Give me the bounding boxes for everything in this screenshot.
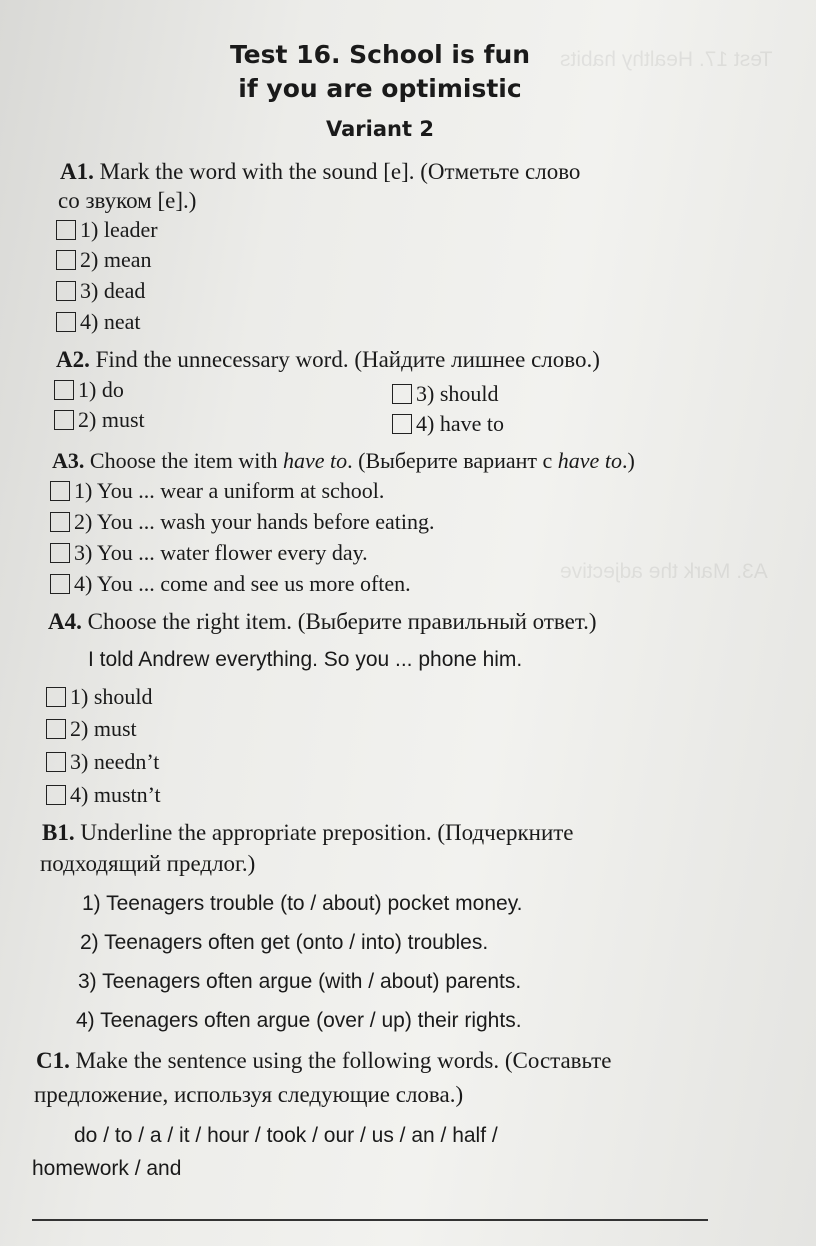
option-a2-3[interactable]: 3) should xyxy=(392,380,499,408)
checkbox[interactable] xyxy=(392,384,412,404)
option-a3-2[interactable]: 2) You ... wash your hands before eating. xyxy=(50,508,435,536)
option-a1-3[interactable]: 3) dead xyxy=(56,277,145,305)
question-number: A4. xyxy=(48,609,82,634)
test-title-line-1: Test 16. School is fun xyxy=(229,40,531,69)
question-b1-continued: подходящий предлог.) xyxy=(40,851,256,876)
option-a4-4[interactable]: 4) mustn’t xyxy=(46,781,161,809)
b1-item-3: 3) Teenagers often argue (with / about) parents. xyxy=(78,970,522,993)
a4-sentence: I told Andrew everything. So you ... phone him. xyxy=(88,648,523,671)
checkbox[interactable] xyxy=(50,543,70,563)
option-a2-1[interactable]: 1) do xyxy=(54,376,124,404)
question-a3: A3. Choose the item with have to. (Выберите вариант с have to.) xyxy=(52,448,635,473)
question-text: Underline the appropriate preposition. (Подчеркните xyxy=(80,820,574,845)
question-a1-continued: со звуком [e].) xyxy=(58,188,197,213)
option-a4-2[interactable]: 2) must xyxy=(46,715,137,743)
question-number: C1. xyxy=(36,1048,70,1073)
question-c1-continued: предложение, используя следующие слова.) xyxy=(34,1082,464,1107)
question-a1 xyxy=(60,157,580,187)
option-a2-4[interactable]: 4) have to xyxy=(392,410,504,438)
checkbox[interactable] xyxy=(392,414,412,434)
checkbox[interactable] xyxy=(46,752,66,772)
option-a3-3[interactable]: 3) You ... water flower every day. xyxy=(50,539,368,567)
checkbox[interactable] xyxy=(50,512,70,532)
checkbox[interactable] xyxy=(56,220,76,240)
option-a1-1[interactable]: 1) leader xyxy=(56,216,158,244)
checkbox[interactable] xyxy=(50,574,70,594)
checkbox[interactable] xyxy=(56,312,76,332)
option-a4-3[interactable]: 3) needn’t xyxy=(46,748,159,776)
c1-words-line-1: do / to / a / it / hour / took / our / us / an / half / xyxy=(74,1124,498,1147)
c1-words-line-2: homework / and xyxy=(32,1157,182,1180)
variant-label: Variant 2 xyxy=(326,117,434,141)
question-number: A3. xyxy=(52,448,85,473)
checkbox[interactable] xyxy=(46,785,66,805)
question-number: B1. xyxy=(42,820,75,845)
answer-line[interactable] xyxy=(32,1219,708,1221)
question-number: A2. xyxy=(56,347,90,372)
option-a3-4[interactable]: 4) You ... come and see us more often. xyxy=(50,570,411,598)
option-a2-2[interactable]: 2) must xyxy=(54,406,145,434)
b1-item-1: 1) Teenagers trouble (to / about) pocket money. xyxy=(82,892,523,915)
show-through-text: A3. Mark the adjective xyxy=(560,560,768,583)
test-title-line-2: if you are optimistic xyxy=(238,74,522,103)
question-b1 xyxy=(42,818,574,848)
option-a3-1[interactable]: 1) You ... wear a uniform at school. xyxy=(50,477,384,505)
checkbox[interactable] xyxy=(50,481,70,501)
question-text: Find the unnecessary word. (Найдите лишнее слово.) xyxy=(95,347,600,372)
b1-item-2: 2) Teenagers often get (onto / into) troubles. xyxy=(80,931,489,954)
question-c1 xyxy=(36,1046,611,1076)
question-number: A1. xyxy=(60,159,94,184)
checkbox[interactable] xyxy=(56,250,76,270)
question-text: Make the sentence using the following words. (Составьте xyxy=(75,1048,612,1073)
option-a1-4[interactable]: 4) neat xyxy=(56,308,140,336)
option-a4-1[interactable]: 1) should xyxy=(46,683,153,711)
question-a4 xyxy=(48,607,597,637)
checkbox[interactable] xyxy=(54,410,74,430)
checkbox[interactable] xyxy=(46,719,66,739)
checkbox[interactable] xyxy=(46,687,66,707)
question-text: Mark the word with the sound [e]. (Отметьте слово xyxy=(99,159,581,184)
question-a2 xyxy=(56,345,600,375)
question-text: Choose the right item. (Выберите правильный ответ.) xyxy=(87,609,597,634)
checkbox[interactable] xyxy=(54,380,74,400)
show-through-text: Test 17. Healthy habits xyxy=(560,48,773,71)
b1-item-4: 4) Teenagers often argue (over / up) their rights. xyxy=(76,1009,522,1032)
option-a1-2[interactable]: 2) mean xyxy=(56,246,151,274)
checkbox[interactable] xyxy=(56,281,76,301)
